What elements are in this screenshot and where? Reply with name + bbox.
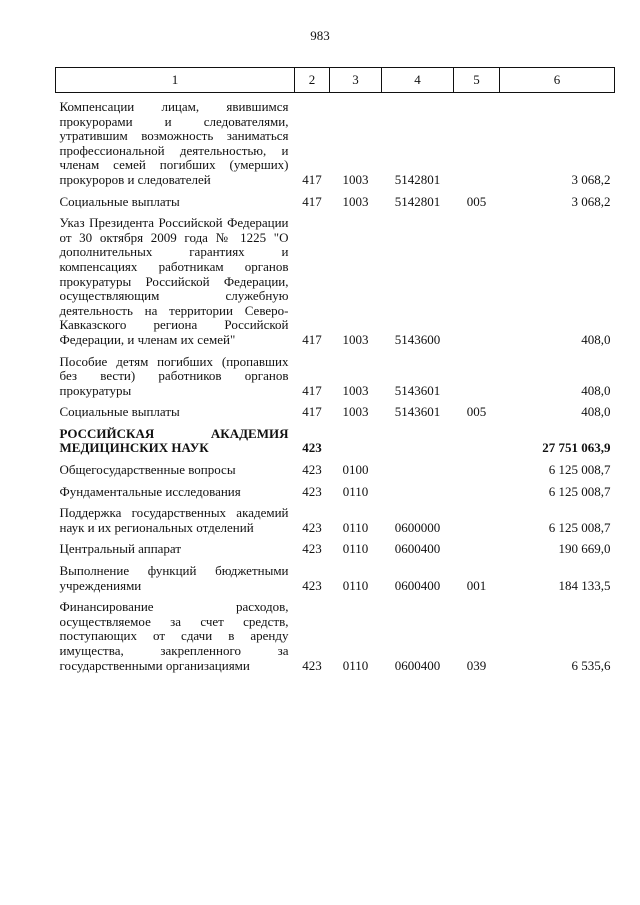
item-name: Выполнение функций бюджетными учреждениями — [59, 563, 289, 593]
ministry-code: 417 — [302, 171, 322, 187]
table-row — [56, 93, 615, 188]
amount-value: 3 068,2 — [571, 193, 611, 209]
column-header: 2 — [295, 68, 330, 93]
section-code: 1003 — [342, 331, 369, 347]
section-code: 0100 — [342, 462, 369, 478]
amount-value: 408,0 — [581, 404, 611, 420]
table-row — [56, 593, 615, 673]
expense-type-code — [454, 478, 500, 500]
target-code — [382, 420, 454, 456]
column-header: 6 — [500, 68, 615, 93]
item-name: Указ Президента Российской Федерации от 30 октября 2009 года № 1225 "О дополнительных гарантиях и компенсациях работникам органов прокуратуры Российской Федерации, осуществляющим служебную деятельность на территории Северо-Кавказского региона Российской Федерации, и членам их семей" — [59, 215, 289, 347]
table-row — [56, 478, 615, 500]
ministry-code: 423 — [302, 483, 322, 499]
ministry-code: 423 — [302, 541, 322, 557]
ministry-code: 417 — [302, 404, 322, 420]
target-code: 5143601 — [394, 404, 441, 420]
target-code: 5143601 — [394, 382, 441, 398]
ministry-code: 423 — [302, 440, 322, 456]
section-code: 0110 — [342, 657, 369, 673]
amount-value: 408,0 — [581, 331, 611, 347]
ministry-code: 417 — [302, 331, 322, 347]
table-row — [56, 420, 615, 456]
expense-type-code — [454, 499, 500, 535]
target-code: 0600000 — [394, 519, 441, 535]
page-number: 983 — [310, 28, 330, 43]
table-row — [56, 398, 615, 420]
table-row — [56, 499, 615, 535]
target-code: 0600400 — [394, 577, 441, 593]
column-header: 1 — [56, 68, 295, 93]
section-code: 1003 — [342, 171, 369, 187]
target-code: 0600400 — [394, 657, 441, 673]
item-name: Центральный аппарат — [59, 541, 182, 557]
column-header: 3 — [330, 68, 382, 93]
target-code — [382, 456, 454, 478]
item-name: Социальные выплаты — [59, 193, 180, 209]
item-name: Финансирование расходов, осуществляемое за счет средств, поступающих от сдачи в аренду имущества, закрепленного за государственными организациями — [59, 599, 289, 673]
item-name: Поддержка государственных академий наук и их региональных отделений — [59, 505, 289, 535]
target-code: 0600400 — [394, 541, 441, 557]
amount-value: 6 535,6 — [571, 657, 611, 673]
table-row — [56, 456, 615, 478]
ministry-code: 417 — [302, 382, 322, 398]
target-code — [382, 478, 454, 500]
target-code: 5142801 — [394, 193, 441, 209]
column-header: 4 — [382, 68, 454, 93]
section-code: 0110 — [342, 519, 369, 535]
item-name: Социальные выплаты — [59, 404, 180, 420]
expense-type-code — [454, 456, 500, 478]
ministry-code: 423 — [302, 657, 322, 673]
expense-type-code — [454, 348, 500, 399]
table-body — [56, 93, 615, 674]
amount-value: 27 751 063,9 — [542, 440, 611, 456]
budget-table — [55, 67, 615, 673]
expense-type-code: 001 — [466, 577, 487, 593]
item-name: РОССИЙСКАЯ АКАДЕМИЯ МЕДИЦИНСКИХ НАУК — [59, 425, 289, 456]
expense-type-code — [454, 93, 500, 188]
ministry-code: 417 — [302, 193, 322, 209]
amount-value: 3 068,2 — [571, 171, 611, 187]
column-header: 5 — [454, 68, 500, 93]
ministry-code: 423 — [302, 577, 322, 593]
amount-value: 190 669,0 — [558, 541, 611, 557]
expense-type-code: 005 — [466, 404, 487, 420]
section-code: 1003 — [342, 404, 369, 420]
expense-type-code — [454, 535, 500, 557]
table-row — [56, 535, 615, 557]
amount-value: 6 125 008,7 — [548, 462, 611, 478]
target-code: 5143600 — [394, 331, 441, 347]
expense-type-code: 039 — [466, 657, 487, 673]
target-code: 5142801 — [394, 171, 441, 187]
expense-type-code — [454, 420, 500, 456]
item-name: Фундаментальные исследования — [59, 483, 241, 499]
expense-type-code: 005 — [466, 193, 487, 209]
table-header-row — [56, 68, 615, 93]
ministry-code: 423 — [302, 462, 322, 478]
amount-value: 184 133,5 — [558, 577, 611, 593]
amount-value: 6 125 008,7 — [548, 483, 611, 499]
section-code — [330, 420, 382, 456]
section-code: 0110 — [342, 483, 369, 499]
section-code: 0110 — [342, 577, 369, 593]
amount-value: 408,0 — [581, 382, 611, 398]
section-code: 1003 — [342, 382, 369, 398]
table-row — [56, 209, 615, 347]
item-name: Компенсации лицам, явившимся прокурорами и следователями, утратившим возможность заниматься профессиональной деятельностью, и членам семей погибших (умерших) прокуроров и следователей — [59, 99, 289, 187]
table-row — [56, 557, 615, 593]
table-row — [56, 348, 615, 399]
section-code: 0110 — [342, 541, 369, 557]
ministry-code: 423 — [302, 519, 322, 535]
item-name: Общегосударственные вопросы — [59, 462, 236, 478]
table-row — [56, 188, 615, 210]
item-name: Пособие детям погибших (пропавших без вести) работников органов прокуратуры — [59, 353, 289, 398]
expense-type-code — [454, 209, 500, 347]
section-code: 1003 — [342, 193, 369, 209]
amount-value: 6 125 008,7 — [548, 519, 611, 535]
